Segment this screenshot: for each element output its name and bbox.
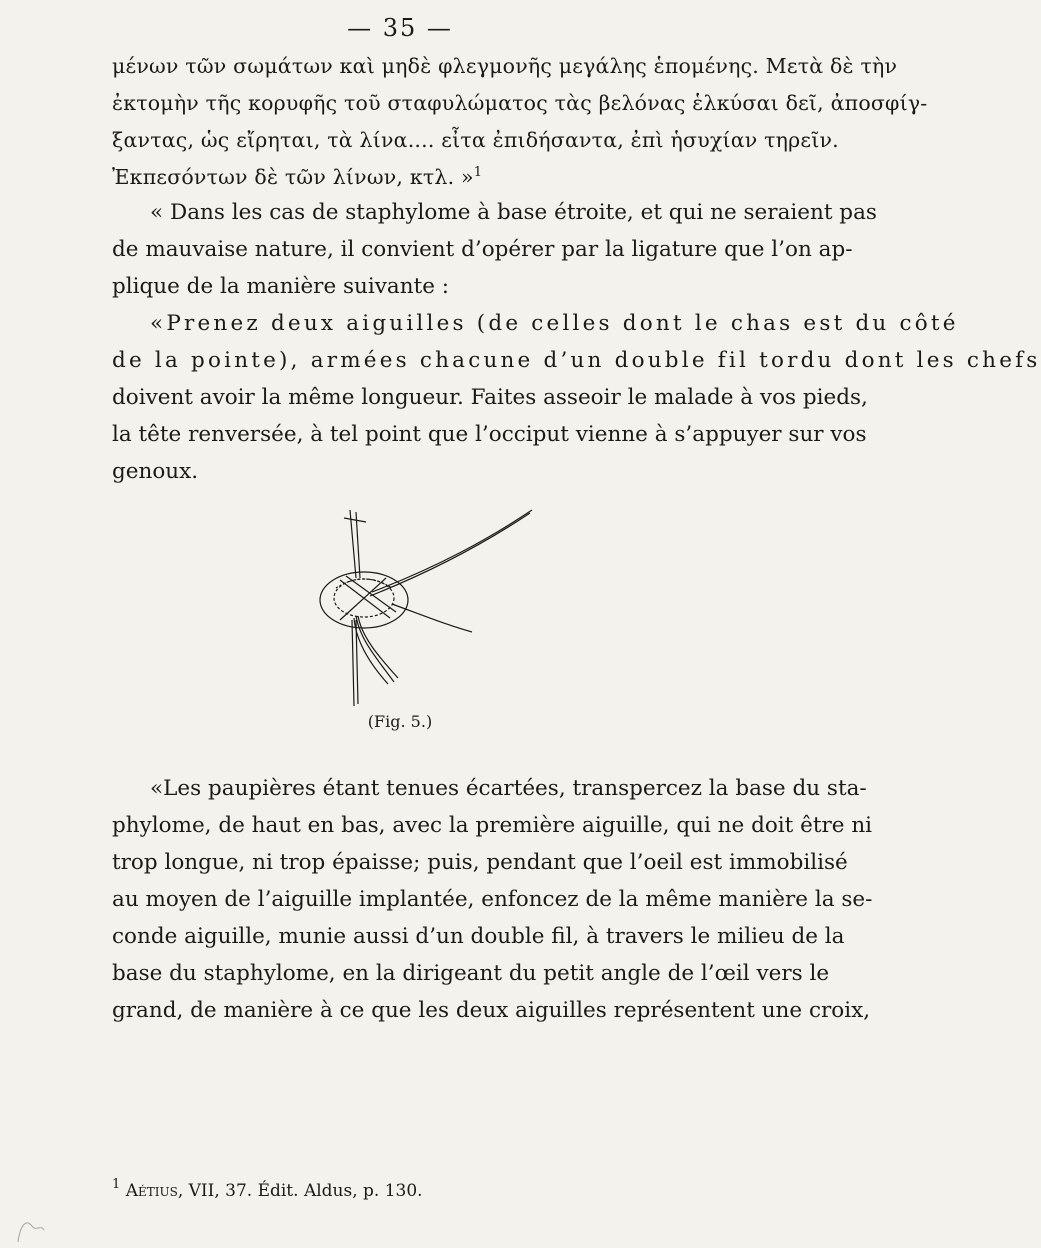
thread-line [340,578,386,620]
thread-line [358,616,398,678]
needle-vertical [356,512,360,578]
thread-line [346,576,396,612]
greek-line: ἐκτομὴν τῆς κορυφῆς τοῦ σταφυλώματος τὰς βελόνας ἑλκύσαι δεῖ, ἀποσφίγ- [112,91,928,115]
text-line: doivent avoir la même longueur. Faites asseoir le malade à vos pieds, [112,385,868,410]
needle-line [372,510,532,592]
footnote [112,1177,712,1202]
text-line: au moyen de l’aiguille implantée, enfoncez de la même manière la se- [112,887,873,912]
eye-outline [320,572,408,628]
text-line: phylome, de haut en bas, avec la première aiguille, qui ne doit être ni [112,813,873,838]
footnote-reference: 1 [473,165,483,180]
figure-caption: (Fig. 5.) [367,712,433,731]
text-line: «Prenez deux aiguilles (de celles dont le chas est du côté [150,311,959,336]
text-line: « Dans les cas de staphylome à base étroite, et qui ne seraient pas [150,200,877,225]
paragraph-intro [112,194,877,305]
text-line: la tête renversée, à tel point que l’occiput vienne à s’appuyer sur vos [112,422,867,447]
page-number: — 35 — [347,14,453,42]
staphylome-needles-figure [300,508,560,708]
text-line: grand, de manière à ce que les deux aiguilles représentent une croix, [112,998,871,1023]
thread-hanging [352,620,354,706]
greek-line: μένων τῶν σωμάτων καὶ μηδὲ φλεγμονῆς μεγάλης ἑπομένης. Μετὰ δὲ τὴν [112,54,898,78]
footnote-text: , VII, 37. Édit. Aldus, p. 130. [177,1181,423,1201]
footnote-number: 1 [112,1177,121,1192]
text-line: base du staphylome, en la dirigeant du petit angle de l’œil vers le [112,961,830,986]
paragraph-procedure [112,770,873,1029]
paragraph-needles [112,305,1041,490]
text-line: de la pointe), armées chacune d’un double fil tordu dont les chefs [112,348,1041,373]
greek-quotation [112,48,928,196]
greek-line-text: Ἐκπεσόντων δὲ τῶν λίνων, κτλ. » [112,165,474,189]
text-line: «Les paupières étant tenues écartées, transpercez la base du sta- [150,776,867,801]
greek-line-last [112,159,712,196]
thread-line [392,604,472,632]
greek-line: ξαντας, ὡς εἴρηται, τὰ λίνα.... εἶτα ἐπιδήσαντα, ἐπὶ ἡσυχίαν τηρεῖν. [112,128,839,152]
thread-line [356,616,394,682]
text-line: conde aiguille, munie aussi d’un double fil, à travers le milieu de la [112,924,845,949]
text-line: trop longue, ni trop épaisse; puis, pendant que l’oeil est immobilisé [112,850,848,875]
text-line: de mauvaise nature, il convient d’opérer par la ligature que l’on ap- [112,237,853,262]
stamp-mark [14,1196,54,1246]
needle-head [344,518,366,522]
text-line: plique de la manière suivante : [112,274,450,299]
text-line: genoux. [112,459,199,484]
thread-line [340,580,390,618]
footnote-author: Aétius [125,1181,178,1201]
